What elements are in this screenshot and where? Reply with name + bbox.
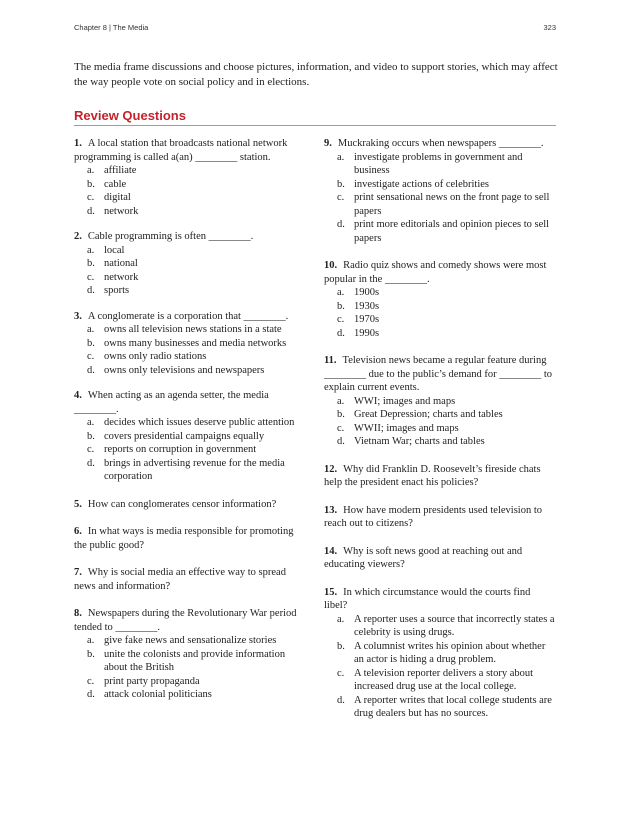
answer-option: d. owns only televisions and newspapers [87,364,265,376]
answer-option: a. WWI; images and maps [337,395,456,407]
question-10 [324,259,556,340]
answer-option: d. A reporter writes that local college students are drug dealers but has no sources. [337,694,552,719]
chapter-title: Chapter 8 | The Media [74,23,149,32]
question-text: Radio quiz shows and comedy shows were most popular in the ________. [324,260,547,285]
page-number: 323 [543,23,556,32]
answer-option: c. print sensational news on the front page to sell papers [337,192,550,217]
answer-option: c. A television reporter delivers a story about increased drug use at the local college. [337,667,534,692]
answer-option: a. 1900s [337,287,380,298]
question-8 [74,607,308,702]
question-text: Television news became a regular feature during ________ due to the public’s demand for ________ to explain current events. [324,355,553,393]
answer-options [324,613,556,721]
question-3 [74,310,308,378]
question-number: 15. [324,586,338,598]
question-number: 7. [74,567,82,578]
answer-option: a. give fake news and sensationalize stories [87,635,277,646]
answer-option: d. brings in advertising revenue for the media corporation [87,457,285,482]
question-5 [74,498,308,512]
question-15 [324,586,556,721]
answer-option: d. print more editorials and opinion pieces to sell papers [337,219,550,244]
question-2 [74,230,308,298]
section-title: Review Questions [74,108,186,123]
answer-option: c. owns only radio stations [87,351,207,362]
answer-option: c. reports on corruption in government [87,444,257,455]
question-text: Newspapers during the Revolutionary War period tended to ________. [74,608,297,633]
answer-options [324,286,556,340]
answer-options [74,634,308,702]
right-column [324,137,556,721]
answer-options [324,151,556,246]
question-number: 10. [324,260,338,271]
question-text: A conglomerate is a corporation that ________. [87,310,289,322]
question-13 [324,504,556,531]
question-1 [74,137,308,218]
question-number: 11. [324,355,337,366]
intro-paragraph: The media frame discussions and choose pictures, information, and video to support stories, which may affect the way people vote on social policy and in elections. [74,61,558,88]
answer-option: c. network [87,271,139,283]
question-text: Muckraking occurs when newspapers ________. [337,138,544,149]
answer-option: a. owns all television news stations in a state [87,324,282,335]
answer-option: a. affiliate [87,165,137,176]
question-text: How have modern presidents used television to reach out to citizens? [324,504,542,529]
answer-option: b. cable [87,178,127,190]
answer-options [324,395,556,449]
question-text: Cable programming is often ________. [87,231,254,242]
question-text: Why is soft news good at reaching out and educating viewers? [324,545,523,570]
answer-option: c. print party propaganda [87,675,200,687]
question-text: How can conglomerates censor information? [87,498,277,510]
question-11 [324,354,556,449]
section-divider [74,125,556,126]
answer-option: c. WWII; images and maps [337,422,459,434]
question-number: 14. [324,545,338,557]
question-text: In which circumstance would the courts find libel? [324,586,531,611]
answer-option: b. owns many businesses and media networks [87,337,287,349]
question-text: A local station that broadcasts national network programming is called a(an) ________ station. [74,138,288,163]
question-number: 1. [74,138,82,149]
answer-options [74,164,308,218]
answer-option: d. 1990s [337,327,380,339]
answer-option: b. covers presidential campaigns equally [87,430,265,442]
answer-option: d. attack colonial politicians [87,689,212,700]
answer-option: b. 1930s [337,300,380,312]
question-number: 4. [74,390,82,401]
answer-option: c. 1970s [337,314,380,325]
answer-options [74,244,308,298]
answer-option: b. Great Depression; charts and tables [337,409,503,420]
question-text: Why did Franklin D. Roosevelt’s fireside chats help the president enact his policies? [324,463,541,488]
answer-option: b. unite the colonists and provide information about the British [87,648,286,673]
question-text: When acting as an agenda setter, the media ________. [74,390,269,415]
left-column [74,137,308,702]
question-number: 8. [74,608,82,619]
question-text: In what ways is media responsible for promoting the public good? [74,526,294,551]
question-number: 2. [74,231,82,242]
answer-option: d. Vietnam War; charts and tables [337,436,485,447]
question-number: 9. [324,138,332,149]
answer-option: a. A reporter uses a source that incorrectly states a celebrity is using drugs. [337,613,555,638]
answer-option: b. national [87,258,138,269]
answer-options [74,416,308,484]
question-12 [324,463,556,490]
answer-option: b. A columnist writes his opinion about whether an actor is hiding a drug problem. [337,640,546,665]
answer-option: a. local [87,244,125,256]
question-7 [74,566,308,593]
question-6 [74,525,308,552]
running-head [74,23,556,32]
answer-options [74,323,308,377]
question-4 [74,389,308,484]
answer-option: a. decides which issues deserve public attention [87,417,295,428]
question-number: 12. [324,463,338,475]
question-number: 13. [324,504,338,516]
question-14 [324,545,556,572]
answer-option: d. sports [87,285,130,296]
question-text: Why is social media an effective way to spread news and information? [74,567,286,592]
question-number: 6. [74,526,82,537]
answer-option: b. investigate actions of celebrities [337,178,489,190]
question-number: 3. [74,310,82,322]
question-number: 5. [74,498,82,510]
answer-option: c. digital [87,192,131,203]
question-9 [324,137,556,245]
answer-option: a. investigate problems in government and business [337,151,523,176]
answer-option: d. network [87,205,139,217]
